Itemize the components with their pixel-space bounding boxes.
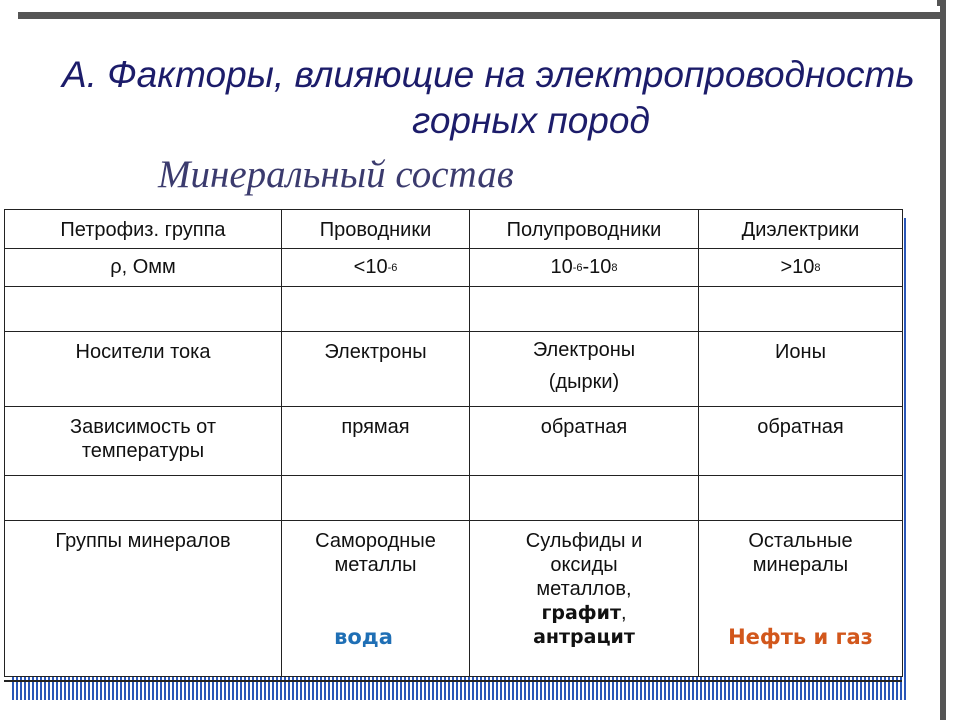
header-cell [699, 210, 903, 249]
table-cell [699, 332, 903, 407]
right-frame-bar [940, 0, 946, 720]
carriers-conductors: Электроны [324, 341, 427, 363]
table-cell [470, 407, 699, 476]
rho-dielectrics [699, 249, 902, 279]
empty-cell [470, 287, 699, 332]
groups-conductors-line1: Самородные [315, 530, 436, 552]
empty-cell [470, 476, 699, 521]
temp-label-line2: температуры [81, 440, 205, 462]
rho-conductors-base: <10 [353, 256, 388, 278]
frame-notch [937, 0, 940, 6]
table-row-mineral-groups [5, 521, 903, 677]
temp-semiconductors: обратная [540, 416, 628, 438]
graphite-comma: , [620, 602, 627, 624]
slide-title-line2: горных пород [412, 100, 650, 141]
rho-semi-exp1: -6 [572, 262, 583, 274]
groups-semi-line4 [474, 601, 694, 625]
table-cell [470, 521, 699, 677]
table-row-temperature [5, 407, 903, 476]
table-cell [699, 249, 903, 287]
carriers-label: Носители тока [75, 341, 211, 363]
groups-diel-line2: минералы [752, 554, 849, 576]
rho-conductors-exp: -6 [387, 262, 398, 274]
petrophysics-table [4, 209, 903, 677]
header-cell [470, 210, 699, 249]
empty-cell [5, 476, 282, 521]
table-cell [282, 521, 470, 677]
table-cell [5, 249, 282, 287]
groups-diel-line1: Остальные [748, 530, 853, 552]
oil-gas-label: Нефть и газ [728, 625, 873, 649]
rho-semiconductors [470, 249, 698, 279]
header-semiconductors: Полупроводники [506, 219, 662, 241]
table-cell [5, 332, 282, 407]
table-header-row [5, 210, 903, 249]
rho-dielectrics-base: >10 [780, 256, 815, 278]
groups-dielectrics [699, 521, 902, 649]
water-label: вода [334, 625, 393, 649]
slide-title-line1: А. Факторы, влияющие на электропроводность [62, 54, 915, 95]
empty-cell [282, 476, 470, 521]
carriers-semi-line1: Электроны [532, 339, 636, 361]
anthracite-label: антрацит [533, 626, 635, 648]
groups-conductors-line2: металлы [334, 554, 417, 576]
groups-semi-line3: металлов, [536, 578, 632, 600]
header-conductors: Проводники [319, 219, 432, 241]
rho-dielectrics-exp: 8 [814, 262, 821, 274]
slide-title [0, 52, 940, 144]
table-cell [470, 332, 699, 407]
rho-conductors [282, 249, 469, 279]
table-bottom-rule [4, 680, 902, 682]
header-cell [5, 210, 282, 249]
empty-cell [5, 287, 282, 332]
carriers-dielectrics: Ионы [775, 341, 826, 363]
table-row-resistivity [5, 249, 903, 287]
carriers-semiconductors [470, 332, 698, 398]
groups-conductors [282, 521, 469, 649]
table-cell [470, 249, 699, 287]
table-cell [5, 407, 282, 476]
rho-semi-exp2: 8 [611, 262, 618, 274]
table-cell [282, 332, 470, 407]
table-cell [699, 407, 903, 476]
carriers-semi-line2: (дырки) [548, 371, 620, 393]
header-dielectrics: Диэлектрики [741, 219, 860, 241]
groups-semiconductors [470, 521, 698, 649]
header-group: Петрофиз. группа [60, 219, 226, 241]
rho-label: ρ, Омм [110, 256, 176, 278]
rho-semi-mid: -10 [582, 256, 612, 278]
temp-dielectrics: обратная [757, 416, 844, 438]
table-row-empty [5, 476, 903, 521]
rho-semi-base1: 10 [550, 256, 573, 278]
section-subtitle: Минеральный состав [158, 153, 514, 196]
empty-cell [699, 287, 903, 332]
groups-semi-line2: оксиды [550, 554, 618, 576]
table-cell [5, 521, 282, 677]
table-cell [282, 407, 470, 476]
temp-label-line1: Зависимость от [69, 416, 217, 438]
graphite-label: графит [541, 602, 621, 624]
temp-label [5, 407, 281, 463]
table-cell [699, 521, 903, 677]
table-cell [282, 249, 470, 287]
top-frame-bar [18, 12, 945, 19]
header-cell [282, 210, 470, 249]
table-row-empty [5, 287, 903, 332]
groups-semi-line1: Сульфиды и [525, 530, 643, 552]
table-row-carriers [5, 332, 903, 407]
groups-label: Группы минералов [55, 530, 231, 552]
empty-cell [282, 287, 470, 332]
temp-conductors: прямая [341, 416, 410, 438]
empty-cell [699, 476, 903, 521]
